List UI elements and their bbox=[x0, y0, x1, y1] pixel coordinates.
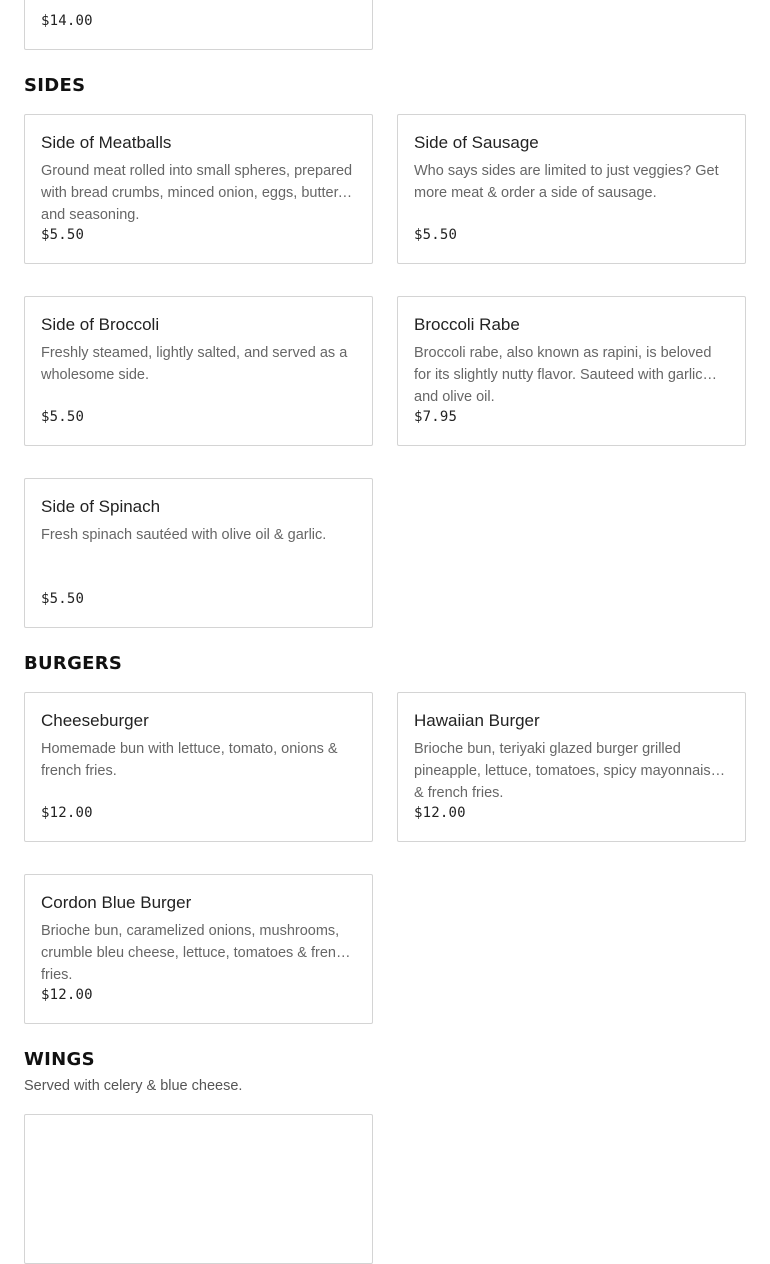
menu-item-name: Side of Meatballs bbox=[41, 133, 172, 152]
menu-item-side-of-spinach[interactable] bbox=[24, 478, 373, 628]
menu-item-description: Who says sides are limited to just veggies? Get more meat & order a side of sausage. bbox=[414, 163, 719, 201]
menu-item-description: Broccoli rabe, also known as rapini, is beloved for its slightly nutty flavor. Sauteed with garlic and olive oil. bbox=[414, 345, 712, 405]
menu-item-hawaiian-burger[interactable] bbox=[397, 692, 746, 842]
menu-item-name: Side of Sausage bbox=[414, 133, 539, 152]
menu-item-name: Side of Spinach bbox=[41, 497, 161, 516]
menu-item-price: $5.50 bbox=[41, 409, 85, 425]
menu-item-side-of-broccoli[interactable] bbox=[24, 296, 373, 446]
menu-item-side-of-sausage[interactable] bbox=[397, 114, 746, 264]
menu-item-description: Fresh spinach sautéed with olive oil & garlic. bbox=[41, 527, 327, 543]
section-description-wings: Served with celery & blue cheese. bbox=[24, 1078, 243, 1094]
menu-item-name: Cheeseburger bbox=[41, 711, 149, 730]
menu-item-description: Freshly steamed, lightly salted, and served as a wholesome side. bbox=[41, 345, 348, 383]
menu-item-cordon-blue-burger[interactable] bbox=[24, 874, 373, 1024]
menu-item-name: Side of Broccoli bbox=[41, 315, 160, 334]
menu-item-card-partial[interactable] bbox=[24, 0, 373, 50]
menu-item-broccoli-rabe[interactable] bbox=[397, 296, 746, 446]
menu-item-description: Brioche bun, teriyaki glazed burger grilled pineapple, lettuce, tomatoes, spicy mayonnaise & french fries. bbox=[414, 741, 719, 801]
section-heading-burgers: BURGERS bbox=[24, 653, 123, 674]
menu-item-description: Ground meat rolled into small spheres, prepared with bread crumbs, minced onion, eggs, butter, and seasoning. bbox=[41, 163, 353, 223]
menu-item-price: $12.00 bbox=[41, 987, 93, 1003]
menu-item-name: Hawaiian Burger bbox=[414, 711, 540, 730]
menu-item-price: $12.00 bbox=[41, 805, 93, 821]
menu-item-price: $12.00 bbox=[414, 805, 466, 821]
menu-item-cheeseburger[interactable] bbox=[24, 692, 373, 842]
section-heading-wings: WINGS bbox=[24, 1049, 95, 1070]
menu-item-description: Brioche bun, caramelized onions, mushrooms, crumble bleu cheese, lettuce, tomatoes & french fries. bbox=[41, 923, 352, 983]
menu-item-name: Cordon Blue Burger bbox=[41, 893, 192, 912]
menu-item-name: Broccoli Rabe bbox=[414, 315, 520, 334]
menu-item-card-partial[interactable] bbox=[24, 1114, 373, 1264]
menu-item-price: $7.95 bbox=[414, 409, 458, 425]
menu-item-price: $5.50 bbox=[414, 227, 458, 243]
menu-item-price: $14.00 bbox=[41, 13, 93, 29]
menu-item-price: $5.50 bbox=[41, 227, 85, 243]
menu-item-side-of-meatballs[interactable] bbox=[24, 114, 373, 264]
section-heading-sides: SIDES bbox=[24, 75, 86, 96]
menu-item-price: $5.50 bbox=[41, 591, 85, 607]
menu-item-description: Homemade bun with lettuce, tomato, onions & french fries. bbox=[41, 741, 338, 779]
